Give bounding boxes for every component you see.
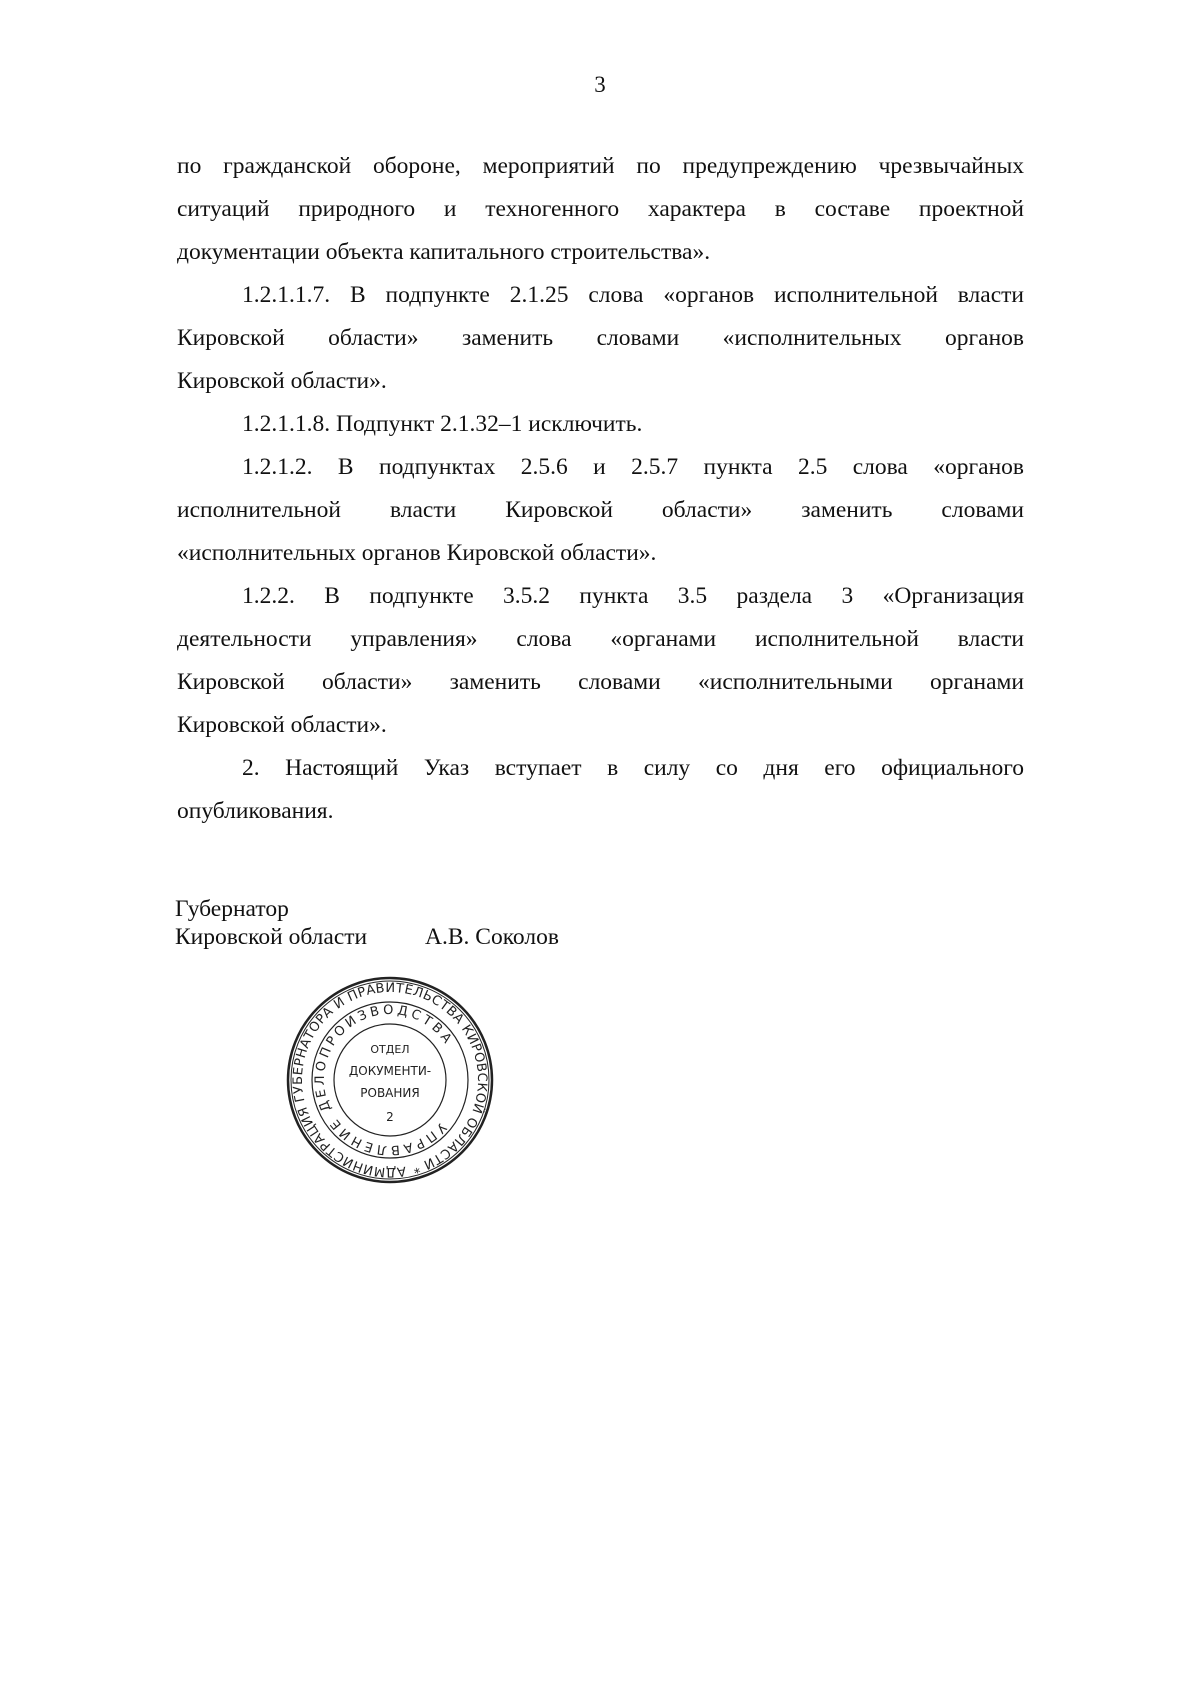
stamp-center-1: ОТДЕЛ <box>370 1043 410 1056</box>
stamp-number: 2 <box>386 1110 394 1124</box>
paragraph-line: 1.2.1.1.8. Подпункт 2.1.32–1 исключить. <box>242 411 643 437</box>
paragraph-line: «исполнительных органов Кировской области». <box>177 540 657 566</box>
paragraph-line: ситуаций природного и техногенного характера в составе проектной <box>177 196 1024 222</box>
paragraph-line: Кировской области» заменить словами «исполнительными органами <box>177 669 1024 695</box>
stamp-center-3: РОВАНИЯ <box>360 1086 420 1100</box>
paragraph-line: 1.2.1.2. В подпунктах 2.5.6 и 2.5.7 пункта 2.5 слова «органов <box>242 454 1024 480</box>
paragraph-line: деятельности управления» слова «органами исполнительной власти <box>177 626 1024 652</box>
paragraph-line: Кировской области» заменить словами «исполнительных органов <box>177 325 1024 351</box>
paragraph-line: опубликования. <box>177 798 334 824</box>
paragraph-line: исполнительной власти Кировской области» заменить словами <box>177 497 1024 523</box>
paragraph-line: 1.2.2. В подпункте 3.5.2 пункта 3.5 раздела 3 «Организация <box>242 583 1024 609</box>
paragraph-line: Кировской области». <box>177 712 387 738</box>
paragraph-line: 1.2.1.1.7. В подпункте 2.1.25 слова «органов исполнительной власти <box>242 282 1024 308</box>
official-stamp <box>285 975 495 1185</box>
paragraph-line: по гражданской обороне, мероприятий по предупреждению чрезвычайных <box>177 153 1024 179</box>
paragraph-line: 2. Настоящий Указ вступает в силу со дня его официального <box>242 755 1024 781</box>
paragraph-line: документации объекта капитального строительства». <box>177 239 711 265</box>
page-number: 3 <box>594 72 606 97</box>
signature-title-line2: Кировской области <box>175 924 368 950</box>
stamp-inner-text: УПРАВЛЕНИЕ ДЕЛОПРОИЗВОДСТВА <box>312 1002 455 1158</box>
signature-title <box>175 895 367 951</box>
document-body <box>177 145 1024 833</box>
paragraph-line: Кировской области». <box>177 368 387 394</box>
stamp-outer-text: АДМИНИСТРАЦИЯ ГУБЕРНАТОРА И ПРАВИТЕЛЬСТВА КИРОВСКОЙ ОБЛАСТИ * <box>290 980 490 1180</box>
stamp-center-2: ДОКУМЕНТИ- <box>348 1064 432 1078</box>
signatory-name: А.В. Соколов <box>425 924 559 950</box>
signature-title-line1: Губернатор <box>175 896 289 922</box>
